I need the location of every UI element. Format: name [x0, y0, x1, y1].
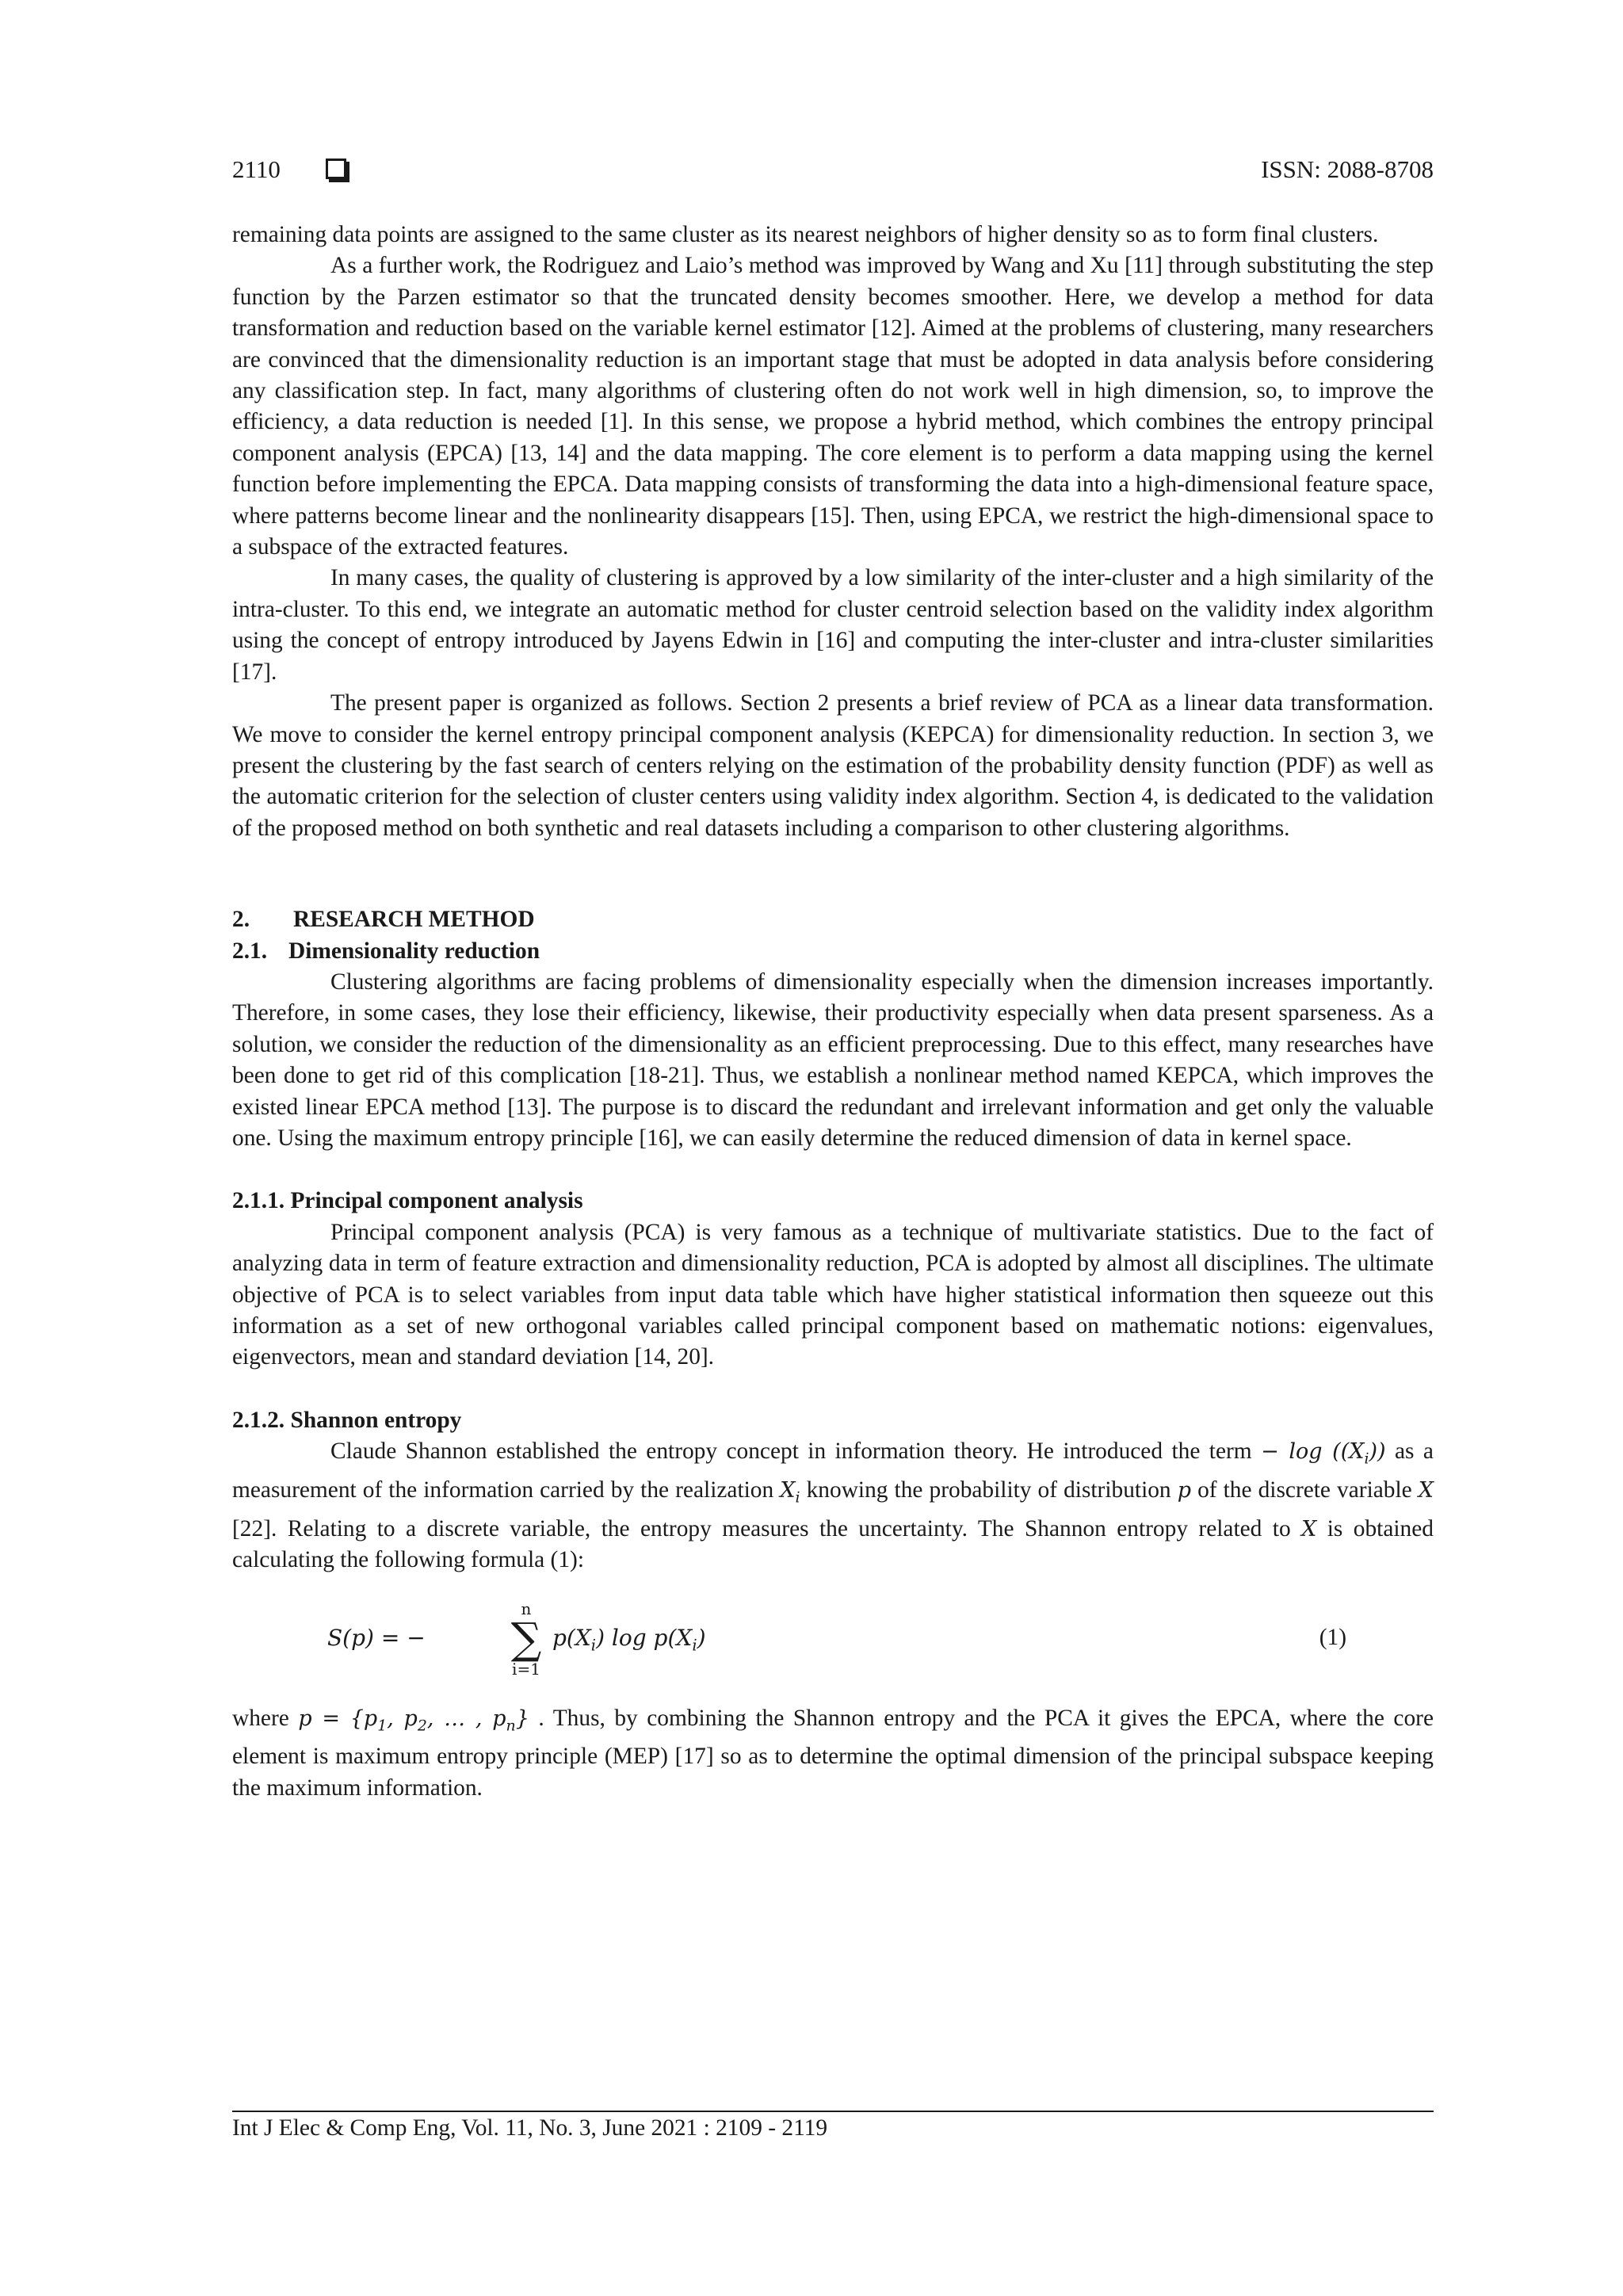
summation: n ∑ i=1 [510, 1599, 542, 1679]
equation-number: (1) [1319, 1624, 1346, 1650]
issn-label: ISSN: 2088-8708 [1261, 155, 1434, 183]
paragraph-where: where $p = \{p_1$, $p_2$, … , $p_n$} . Thus, by combining the Shannon entropy and the PCA it gives the EPCA, where the core element is maximum entropy principle (MEP) [17] so as to determine the optimal dimension of the principal subspace keeping the maximum information. [232, 1705, 1434, 1801]
subsection-heading: 2.1. Dimensionality reduction [232, 938, 540, 964]
neg-log-term: − $\log ((X_i))$ [1261, 1439, 1386, 1468]
equation-lhs: S(p) = − [327, 1624, 426, 1651]
xi-term: $X_i$ [780, 1478, 800, 1507]
paragraph: In many cases, the quality of clustering is approved by a low similarity of the inter-cluster and a high similarity of the intra-cluster. To this end, we integrate an automatic method for cluster centroid selection based on the validity index algorithm using the concept of entropy introduced by Jayens Edwin in [16] and computing the inter-cluster and intra-cluster similarities [17]. [232, 565, 1434, 685]
equation-rhs: $p(X_i)$ $\log p(X_i)$ [552, 1624, 706, 1655]
p-set: $p = \{p_1$, $p_2$, … , $p_n$} [298, 1706, 529, 1735]
paragraph-continued: remaining data points are assigned to the same cluster as its nearest neighbors of higher density so as to form final clusters. [232, 222, 1379, 247]
page-header [232, 155, 1434, 190]
equation-1 [232, 1586, 1434, 1689]
page-number: 2110 [232, 155, 281, 183]
x-term: X [1418, 1478, 1434, 1503]
footer-citation: Int J Elec & Comp Eng, Vol. 11, No. 3, June 2021 : 2109 - 2119 [232, 2115, 828, 2141]
footer-divider [232, 2111, 1434, 2112]
paragraph: Clustering algorithms are facing problems of dimensionality especially when the dimension increases importantly. Therefore, in some cases, they lose their efficiency, likewise, their productivity especially when data present sparseness. As a solution, we consider the reduction of the dimensionality as an efficient preprocessing. Due to this effect, many researches have been done to get rid of this complication [18-21]. Thus, we establish a nonlinear method named KEPCA, which improves the existed linear EPCA method [13]. The purpose is to discard the redundant and irrelevant information and get only the valuable one. Using the maximum entropy principle [16], we can easily determine the reduced dimension of data in kernel space. [232, 968, 1434, 1151]
p-term: p [1177, 1478, 1191, 1503]
section-heading: 2. RESEARCH METHOD [232, 907, 535, 933]
square-bullet-icon [326, 159, 346, 179]
body-text [232, 220, 1434, 1804]
x-term: X [1301, 1516, 1317, 1541]
paragraph: The present paper is organized as follows. Section 2 presents a brief review of PCA as a linear data transformation. We move to consider the kernel entropy principal component analysis (KEPCA) for dimensionality reduction. In section 3, we present the clustering by the fast search of centers relying on the estimation of the probability density function (PDF) as well as the automatic criterion for the selection of cluster centers using validity index algorithm. Section 4, is dedicated to the validation of the proposed method on both synthetic and real datasets including a comparison to other clustering algorithms. [232, 690, 1434, 841]
subsubsection-heading: 2.1.1. Principal component analysis [232, 1188, 583, 1214]
paragraph-shannon: Claude Shannon established the entropy concept in information theory. He introduced the term − $\log ((X_i))$ as a measurement of the information carried by the realization $X_i$ knowing the probability of distribution p of the discrete variable X [22]. Relating to a discrete variable, the entropy measures the uncertainty. The Shannon entropy related to X is obtained calculating the following formula (1): [232, 1438, 1434, 1573]
paragraph: As a further work, the Rodriguez and Laio’s method was improved by Wang and Xu [11] through substituting the step function by the Parzen estimator so that the truncated density becomes smoother. Here, we develop a method for data transformation and reduction based on the variable kernel estimator [12]. Aimed at the problems of clustering, many researchers are convinced that the dimensionality reduction is an important stage that must be adopted in data analysis before considering any classification step. In fact, many algorithms of clustering often do not work well in high dimension, so, to improve the efficiency, a data reduction is needed [1]. In this sense, we propose a hybrid method, which combines the entropy principal component analysis (EPCA) [13, 14] and the data mapping. The core element is to perform a data mapping using the kernel function before implementing the EPCA. Data mapping consists of transforming the data into a high-dimensional feature space, where patterns become linear and the nonlinearity disappears [15]. Then, using EPCA, we restrict the high-dimensional space to a subspace of the extracted features. [232, 253, 1434, 560]
subsubsection-heading: 2.1.2. Shannon entropy [232, 1407, 462, 1433]
paragraph: Principal component analysis (PCA) is very famous as a technique of multivariate statistics. Due to the fact of analyzing data in term of feature extraction and dimensionality reduction, PCA is adopted by almost all disciplines. The ultimate objective of PCA is to select variables from input data table which have higher statistical information then squeeze out this information as a set of new orthogonal variables called principal component based on mathematic notions: eigenvalues, eigenvectors, mean and standard deviation [14, 20]. [232, 1219, 1434, 1370]
